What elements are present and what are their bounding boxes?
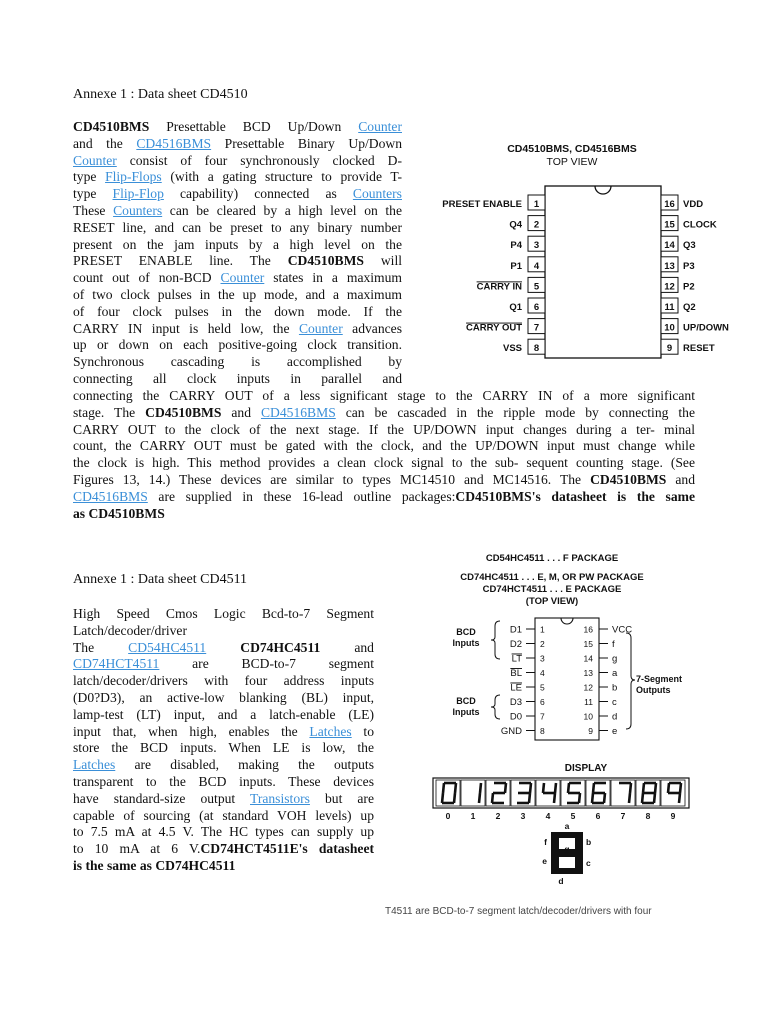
link-counter[interactable]: Counter xyxy=(298,320,343,336)
pin-label: e xyxy=(612,726,618,737)
pin-label: CARRY OUT xyxy=(466,322,522,334)
chip-body xyxy=(545,186,661,358)
digit-label: 4 xyxy=(545,811,551,821)
pin-label: f xyxy=(612,639,615,650)
pin-label: D3 xyxy=(509,697,522,708)
link-cd4516bms[interactable]: CD4516BMS xyxy=(136,135,212,151)
digit-label: 6 xyxy=(595,811,601,821)
pin-label: b xyxy=(612,682,618,694)
pin-label: a xyxy=(612,668,618,679)
pin-number: 7 xyxy=(533,322,540,334)
pin-number: 16 xyxy=(583,624,593,635)
link-cd4516bms[interactable]: CD4516BMS xyxy=(260,404,336,420)
diagram-subtitle: (TOP VIEW) xyxy=(525,596,579,607)
pin-label: LE xyxy=(510,682,522,694)
digit-label: 5 xyxy=(570,811,576,821)
pin-number: 13 xyxy=(583,668,593,678)
pin-number: 6 xyxy=(540,697,545,707)
segment-outputs-brace xyxy=(626,633,635,729)
pin-number: 3 xyxy=(540,653,545,664)
pin-number: 14 xyxy=(583,653,593,664)
digit-label: 8 xyxy=(645,811,651,821)
pin-number: 9 xyxy=(666,343,673,355)
pin-label: Q1 xyxy=(509,302,522,313)
pin-label: Q4 xyxy=(509,219,522,231)
pin-number: 5 xyxy=(540,682,545,693)
pin-label: CLOCK xyxy=(683,219,717,231)
link-flip-flops[interactable]: Flip-Flops xyxy=(105,169,162,185)
pin-label: d xyxy=(612,711,618,723)
link-latches[interactable]: Latches xyxy=(73,757,116,773)
pin-label: VSS xyxy=(502,343,522,355)
link-transistors[interactable]: Transistors xyxy=(250,790,310,806)
pin-label: P3 xyxy=(683,260,695,272)
pin-number: 4 xyxy=(533,260,540,272)
pin-label: P1 xyxy=(510,260,522,272)
section1-paragraph-column: CD4510BMS Presettable BCD Up/Down Counter and the CD4516BMS Presettable Binary Up/Down Counter consist of four synchronously clocked D- type Flip-Flops (with a gating structure to provide T- type Flip-Flop capability) connected as Counters These Counters can be cleared by a high level on the RESET line, and can be preset to any binary number present on the jam inputs by a high level on the PRESET ENABLE line. The CD4510BMS will count out of non-BCD Counter states in a maximum of two clock pulses in the up mode, and a maximum of four clock pulses in the down mode. If the CARRY IN input is held low, the Counter advances up or down on each positive-going clock transition. Synchronous cascading is accomplished by connecting all clock inputs in parallel and xyxy=(73,119,403,386)
segment-outputs-label: 7-Segment Outputs xyxy=(636,674,683,695)
pin-label: LT xyxy=(511,653,522,665)
section2-paragraph: High Speed Cmos Logic Bcd-to-7 Segment Latch/decoder/driver The CD54HC4511 CD74HC4511 and CD74HCT4511 are BCD-to-7 segment latch/decoder/drivers with four address inputs (D0?D3), an active-low blanking (BL) input, lamp-test (LT) input, and a latch-enable (LE) input that, when high, enables the Latches to store the BCD inputs. When LE is low, the Latches are disabled, making the outputs transparent to the BCD inputs. These devices have standard-size output Transistors but are capable of sourcing (at standard VOH levels) up to 7.5 mA at 4.5 V. The HC types can supply up to 10 mA at 6 V.CD74HCT4511E's datasheet is the same as CD74HC4511 xyxy=(73,606,374,873)
digit-label: 7 xyxy=(620,811,626,821)
cd4511-figure xyxy=(385,553,720,917)
pin-number: 12 xyxy=(664,281,675,293)
bcd-brace-bottom xyxy=(491,695,500,719)
pin-number: 12 xyxy=(583,682,593,693)
section2-heading: Annexe 1 : Data sheet CD4511 xyxy=(73,572,248,587)
pin-label: g xyxy=(612,653,618,665)
pin-label: D1 xyxy=(509,624,522,636)
pin-number: 8 xyxy=(540,726,545,736)
pin-number: 7 xyxy=(540,711,545,722)
pin-label: D0 xyxy=(509,711,522,723)
pin-label: Q3 xyxy=(683,240,696,252)
cd4511-pinout-diagram xyxy=(385,553,720,917)
pin-number: 1 xyxy=(540,624,545,635)
pin-label: P2 xyxy=(683,281,695,293)
pin-label: UP/DOWN xyxy=(683,322,729,334)
section1-heading: Annexe 1 : Data sheet CD4510 xyxy=(73,87,248,102)
pin-label: c xyxy=(612,697,617,708)
digit-label: 0 xyxy=(445,811,451,821)
pin-label: Q2 xyxy=(683,302,696,313)
link-counter[interactable]: Counter xyxy=(358,119,402,134)
bcd-inputs-label: BCD Inputs xyxy=(452,627,480,648)
diagram-subtitle: TOP VIEW xyxy=(546,156,598,168)
digit-label: 9 xyxy=(670,811,676,821)
diagram-title: CD74HC4511 . . . E, M, OR PW PACKAGE xyxy=(460,572,644,583)
digit-label: 2 xyxy=(495,811,501,821)
pin-label: CARRY IN xyxy=(476,281,522,293)
cut-footer-text: T4511 are BCD-to-7 segment latch/decoder/drivers with four xyxy=(385,906,652,917)
digit-label: 3 xyxy=(520,811,526,821)
pin-label: RESET xyxy=(683,343,715,355)
pin-label: PRESET ENABLE xyxy=(442,199,522,210)
segment-key-label: a xyxy=(564,821,570,831)
segment-key-label: d xyxy=(558,876,564,886)
pin-number: 15 xyxy=(583,639,593,649)
pin-label: GND xyxy=(500,726,522,737)
pin-number: 10 xyxy=(664,322,675,334)
pin-number: 5 xyxy=(533,281,540,293)
pin-number: 3 xyxy=(533,240,540,252)
pin-label: BL xyxy=(510,668,522,679)
pin-number: 11 xyxy=(664,302,675,313)
pin-number: 13 xyxy=(664,260,675,272)
cd4510-pinout-diagram xyxy=(440,138,729,363)
section1-paragraph-full: connecting the CARRY OUT of a less significant stage to the CARRY IN of a more significant stage. The CD4510BMS and CD4516BMS can be cascaded in the ripple mode by connecting the CARRY OUT to the clock of the next stage. If the UP/DOWN input changes during a ter- minal count, the CARRY OUT must be gated with the clock, and the UP/DOWN input must change while the clock is high. This method provides a clean clock signal to the sub- sequent counting stage. (See Figures 13, 14.) These devices are similar to types MC14510 and MC14516. The CD4510BMS and CD4516BMS are supplied in these 16-lead outline packages:CD4510BMS's datasheet is the same as CD4510BMS xyxy=(73,388,696,521)
pin-number: 8 xyxy=(533,343,540,355)
diagram-cut-title: CD54HC4511 . . . F PACKAGE xyxy=(485,553,619,564)
display-label: DISPLAY xyxy=(564,763,608,774)
link-cd54hc4511[interactable]: CD54HC4511 xyxy=(128,639,207,655)
digit-label: 1 xyxy=(470,811,476,821)
diagram-title-2: CD74HCT4511 . . . E PACKAGE xyxy=(482,584,622,595)
bcd-inputs-label: BCD Inputs xyxy=(452,696,480,717)
pin-number: 10 xyxy=(583,711,593,722)
segment-key-label: c xyxy=(586,858,591,868)
segment-key-label: g xyxy=(564,844,570,854)
link-counters[interactable]: Counters xyxy=(113,202,163,218)
link-counter[interactable]: Counter xyxy=(220,270,265,286)
segment-key-label: b xyxy=(586,837,592,847)
pin-number: 2 xyxy=(533,219,540,231)
pin-number: 1 xyxy=(533,199,540,210)
segment-key-label: f xyxy=(544,837,547,847)
pin-label: VCC xyxy=(612,624,633,636)
link-latches[interactable]: Latches xyxy=(309,723,352,739)
chip-body xyxy=(535,618,599,740)
part-number: CD4510BMS xyxy=(73,119,150,134)
pin-number: 11 xyxy=(584,697,593,707)
pin-number: 14 xyxy=(664,240,675,252)
pin-label: P4 xyxy=(510,240,522,252)
segment-key-lower-window xyxy=(559,857,575,868)
bcd-brace-top xyxy=(491,621,500,659)
link-cd74hct4511[interactable]: CD74HCT4511 xyxy=(73,656,160,672)
link-cd4516bms[interactable]: CD4516BMS xyxy=(73,488,148,504)
link-flip-flop[interactable]: Flip-Flop xyxy=(112,186,164,202)
pin-number: 16 xyxy=(664,199,675,210)
pin-number: 6 xyxy=(533,302,540,313)
pin-number: 4 xyxy=(540,668,545,678)
pin-number: 2 xyxy=(540,639,545,649)
pin-label: VDD xyxy=(683,199,704,210)
pin-number: 9 xyxy=(588,726,593,736)
pin-number: 15 xyxy=(664,219,675,231)
link-counters[interactable]: Counters xyxy=(352,186,402,202)
link-counter[interactable]: Counter xyxy=(73,152,117,168)
diagram-title: CD4510BMS, CD4516BMS xyxy=(507,143,637,155)
pin-label: D2 xyxy=(509,639,522,650)
section2-title: High Speed Cmos Logic Bcd-to-7 Segment xyxy=(73,606,374,621)
segment-key-label: e xyxy=(542,856,547,866)
